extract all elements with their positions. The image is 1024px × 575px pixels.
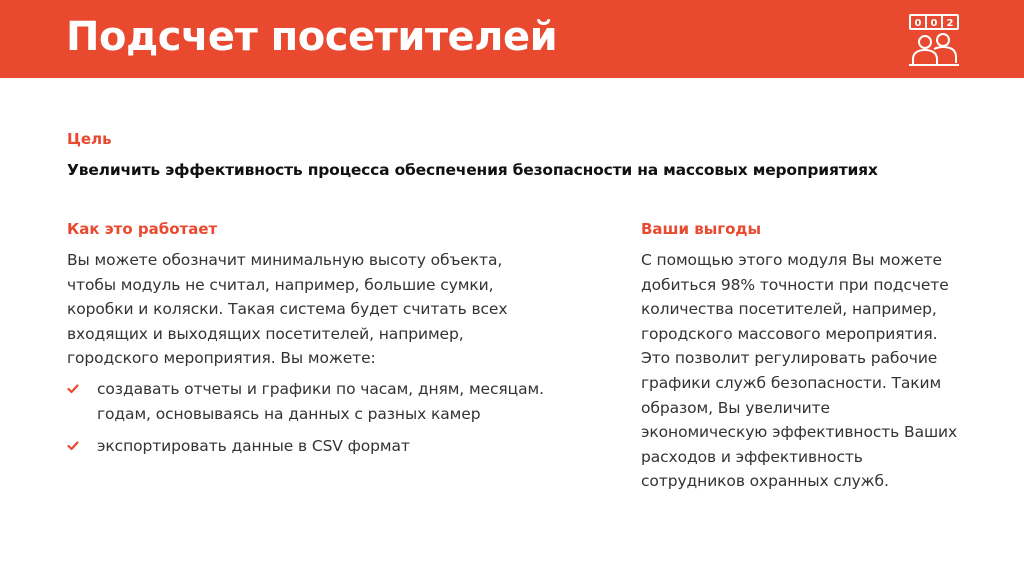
list-item — [67, 377, 587, 426]
list-item-text: экспортировать данные в CSV формат — [97, 437, 410, 456]
how-it-works-label: Как это работает — [67, 220, 218, 238]
text-line: С помощью этого модуля Вы можете — [641, 251, 942, 269]
header-bar — [0, 0, 1024, 78]
checkmark-icon — [67, 384, 79, 394]
list-item — [67, 434, 587, 459]
text-line: Вы можете обозначит минимальную высоту объекта, — [67, 251, 503, 269]
text-line: графики служб безопасности. Таким — [641, 373, 942, 392]
page-title: Подсчет посетителей — [66, 14, 558, 60]
visitor-counter-icon — [907, 13, 961, 67]
benefits-text — [641, 248, 1011, 494]
checkmark-icon — [67, 441, 79, 451]
text-line: городского мероприятия. Вы можете: — [67, 349, 376, 368]
counter-digit: 2 — [946, 18, 954, 29]
text-line: сотрудников охранных служб. — [641, 472, 889, 491]
how-it-works-text — [67, 248, 587, 371]
goal-label: Цель — [67, 130, 112, 148]
goal-text: Увеличить эффективность процесса обеспечения безопасности на массовых мероприятиях — [67, 161, 878, 179]
text-line: Это позволит регулировать рабочие — [641, 349, 938, 368]
counter-digit: 0 — [930, 18, 938, 29]
text-line: коробки и коляски. Такая система будет считать всех — [67, 300, 508, 319]
list-item-text: годам, основываясь на данных с разных камер — [97, 404, 481, 423]
list-item-text: создавать отчеты и графики по часам, дням, месяцам. — [97, 380, 544, 398]
feature-list — [67, 377, 587, 467]
text-line: чтобы модуль не считал, например, большие сумки, — [67, 275, 494, 294]
text-line: количества посетителей, например, — [641, 300, 937, 319]
benefits-label: Ваши выгоды — [641, 220, 762, 238]
text-line: экономическую эффективность Ваших — [641, 423, 958, 442]
text-line: входящих и выходящих посетителей, например, — [67, 324, 464, 343]
text-line: добиться 98% точности при подсчете — [641, 275, 949, 294]
text-line: образом, Вы увеличите — [641, 398, 830, 417]
counter-digit: 0 — [914, 18, 922, 29]
text-line: расходов и эффективность — [641, 447, 863, 466]
text-line: городского массового мероприятия. — [641, 324, 938, 343]
